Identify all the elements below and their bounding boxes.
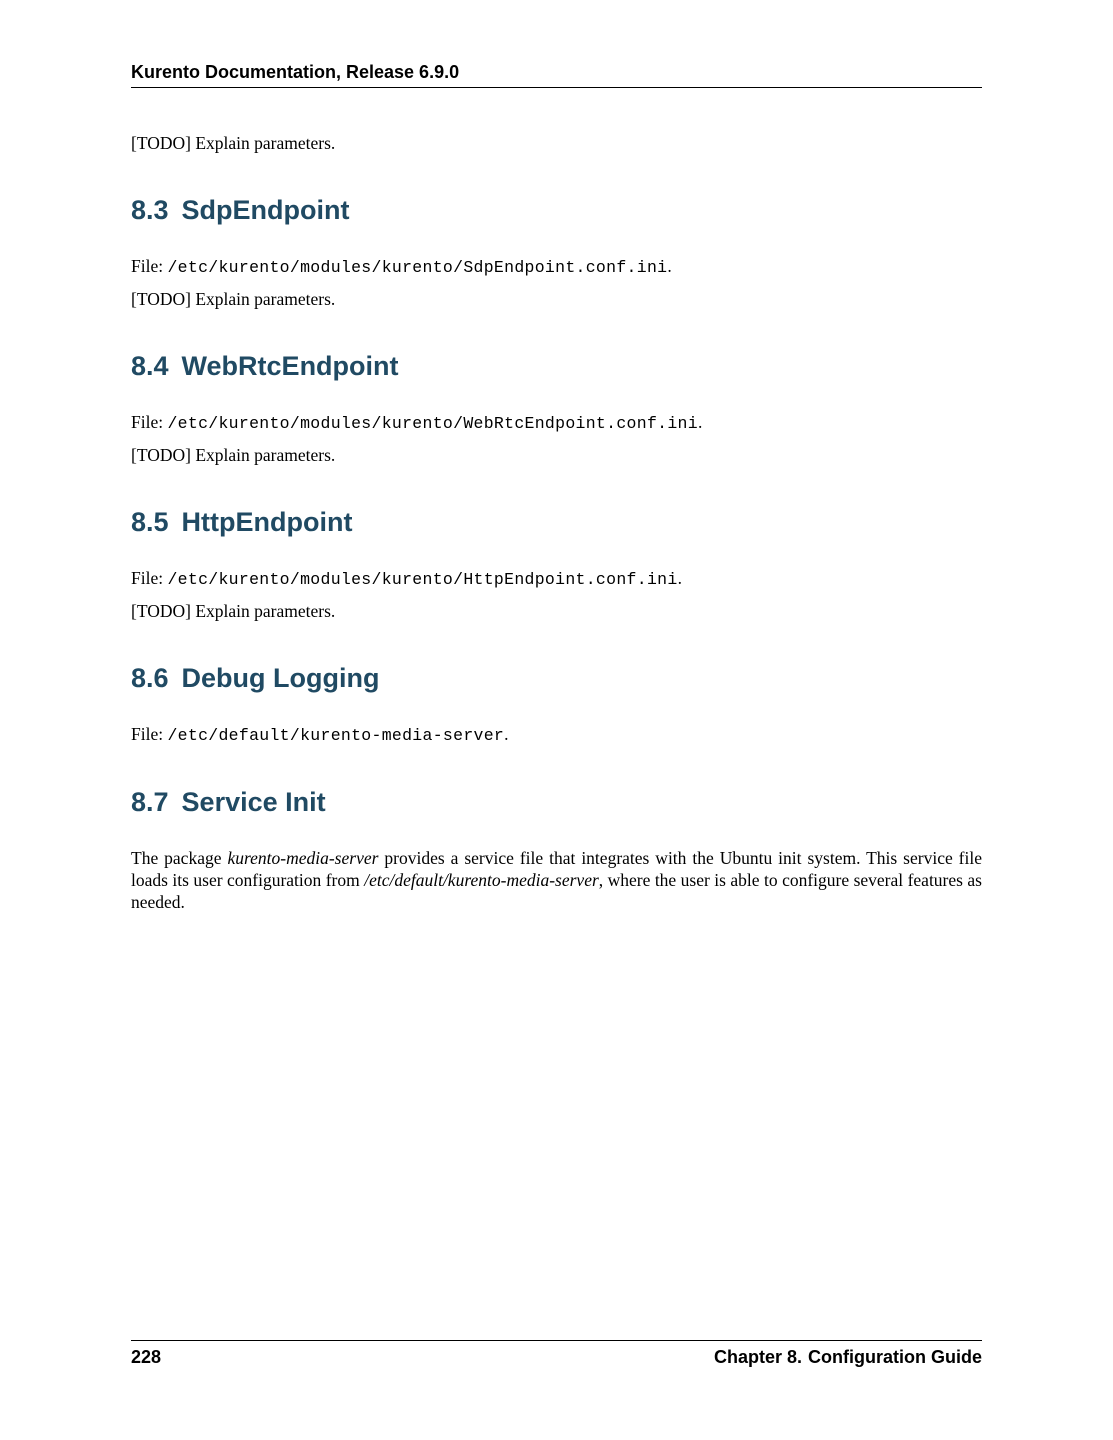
file-label: File: <box>131 568 164 588</box>
file-line-sdp: File: /etc/kurento/modules/kurento/SdpEndpoint.conf.ini. <box>131 256 672 277</box>
text-segment: The package <box>131 848 228 868</box>
section-title: Debug Logging <box>181 663 380 693</box>
section-heading-8-5 <box>131 506 353 538</box>
file-path: /etc/kurento/modules/kurento/HttpEndpoint.conf.ini <box>167 570 678 589</box>
text-segment: provides a service file that integrates with the Ubuntu init system. This service file loads its user configuration from <box>131 848 983 890</box>
section-number: 8.4 <box>131 351 169 381</box>
section-number: 8.3 <box>131 195 169 225</box>
file-line-debug: File: /etc/default/kurento-media-server. <box>131 724 509 745</box>
package-name: kurento-media-server <box>227 848 379 868</box>
file-line-webrtc: File: /etc/kurento/modules/kurento/WebRtcEndpoint.conf.ini. <box>131 412 703 433</box>
file-path: /etc/kurento/modules/kurento/SdpEndpoint.conf.ini <box>167 258 668 277</box>
text-segment: , where the user is able to configure several features as needed. <box>131 870 982 912</box>
file-path: /etc/default/kurento-media-server <box>167 726 505 745</box>
section-title: SdpEndpoint <box>181 195 350 225</box>
section-heading-8-7 <box>131 786 326 818</box>
file-label: File: <box>131 412 164 432</box>
section-title: HttpEndpoint <box>181 507 353 537</box>
section-number: 8.5 <box>131 507 169 537</box>
section-number: 8.6 <box>131 663 169 693</box>
chapter-prefix: Chapter 8. <box>713 1347 803 1367</box>
section-number: 8.7 <box>131 787 169 817</box>
section-heading-8-3 <box>131 194 350 226</box>
config-path: /etc/default/kurento-media-server <box>364 870 599 890</box>
intro-todo: [TODO] Explain parameters. <box>131 133 336 153</box>
chapter-reference <box>714 1347 982 1368</box>
running-header: Kurento Documentation, Release 6.9.0 <box>131 62 982 88</box>
chapter-title: Configuration Guide <box>808 1347 982 1367</box>
todo-sdp: [TODO] Explain parameters. <box>131 289 336 309</box>
page-number: 228 <box>131 1347 162 1367</box>
service-init-paragraph <box>131 847 982 913</box>
todo-http: [TODO] Explain parameters. <box>131 601 336 621</box>
section-heading-8-6 <box>131 662 380 694</box>
todo-webrtc: [TODO] Explain parameters. <box>131 445 336 465</box>
file-path: /etc/kurento/modules/kurento/WebRtcEndpoint.conf.ini <box>167 414 698 433</box>
section-heading-8-4 <box>131 350 399 382</box>
file-line-http: File: /etc/kurento/modules/kurento/HttpEndpoint.conf.ini. <box>131 568 682 589</box>
running-footer <box>131 1340 982 1368</box>
section-title: WebRtcEndpoint <box>181 351 399 381</box>
section-title: Service Init <box>181 787 326 817</box>
file-label: File: <box>131 724 164 744</box>
file-label: File: <box>131 256 164 276</box>
